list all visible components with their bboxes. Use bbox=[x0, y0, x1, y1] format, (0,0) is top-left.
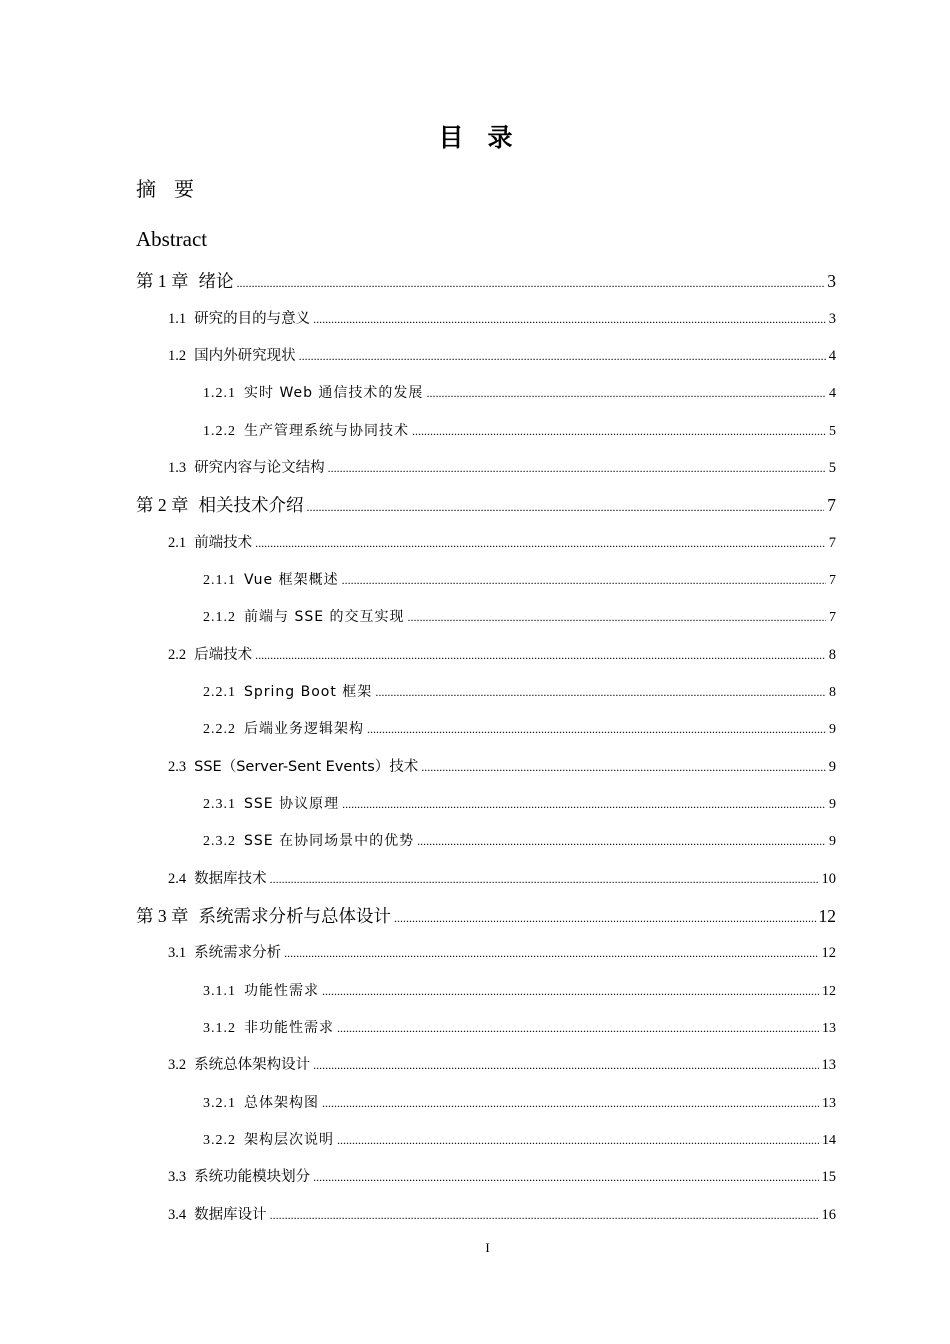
toc-entry-number: 2.3.2 bbox=[203, 834, 236, 849]
toc-entry-page: 8 bbox=[828, 647, 836, 663]
toc-entry-title: 功能性需求 bbox=[244, 983, 319, 999]
toc-entry-number: 3.1.1 bbox=[203, 984, 236, 999]
toc-entry-page: 4 bbox=[828, 348, 836, 364]
toc-dot-leader bbox=[313, 1050, 818, 1080]
toc-entry-number: 2.1.1 bbox=[203, 573, 236, 588]
toc-entry-section-3-3[interactable] bbox=[168, 1162, 836, 1192]
toc-entry-chapter-1[interactable] bbox=[136, 266, 836, 296]
toc-entry-chapter-3[interactable] bbox=[136, 901, 836, 931]
toc-dot-leader bbox=[255, 640, 826, 670]
toc-dot-leader bbox=[299, 341, 826, 371]
toc-heading-abstract-en[interactable]: Abstract bbox=[136, 227, 208, 251]
toc-entry-chapter-2[interactable] bbox=[136, 490, 836, 520]
toc-entry-number: 2.3.1 bbox=[203, 797, 236, 812]
toc-dot-leader bbox=[426, 378, 826, 408]
toc-dot-leader bbox=[328, 453, 826, 483]
toc-entry-page: 16 bbox=[821, 1207, 836, 1223]
toc-entry-subsection-2-3-2[interactable] bbox=[203, 826, 836, 856]
toc-dot-leader bbox=[284, 938, 818, 968]
toc-entry-number: 2.1 bbox=[168, 535, 187, 551]
toc-entry-number: 3.1 bbox=[168, 945, 187, 961]
toc-entry-page: 9 bbox=[828, 759, 836, 775]
toc-entry-number: 1.2 bbox=[168, 348, 187, 364]
toc-entry-section-3-4[interactable] bbox=[168, 1200, 836, 1230]
toc-entry-title: 后端业务逻辑架构 bbox=[244, 721, 364, 737]
toc-entry-section-2-4[interactable] bbox=[168, 864, 836, 894]
toc-entry-page: 14 bbox=[822, 1133, 836, 1148]
toc-entry-page: 12 bbox=[822, 984, 836, 999]
toc-entry-number: 3.3 bbox=[168, 1169, 187, 1185]
toc-dot-leader bbox=[367, 714, 826, 744]
toc-entry-section-1-1[interactable] bbox=[168, 304, 836, 334]
toc-entry-number: 3.2 bbox=[168, 1057, 187, 1073]
toc-entry-title: 前端技术 bbox=[194, 535, 253, 551]
toc-entry-page: 7 bbox=[829, 610, 836, 625]
toc-entry-page: 4 bbox=[829, 386, 836, 401]
toc-entry-title: SSE 协议原理 bbox=[244, 796, 340, 812]
toc-entry-title: 系统总体架构设计 bbox=[194, 1057, 311, 1073]
toc-entry-number: 第 2 章 bbox=[136, 495, 189, 515]
toc-dot-leader bbox=[394, 903, 816, 933]
toc-entry-title: 系统功能模块划分 bbox=[194, 1169, 311, 1185]
toc-dot-leader bbox=[313, 1162, 818, 1192]
toc-entry-page: 5 bbox=[828, 460, 836, 476]
toc-entry-page: 8 bbox=[829, 685, 836, 700]
toc-entry-title: Vue 框架概述 bbox=[244, 572, 339, 588]
toc-entry-number: 1.2.1 bbox=[203, 386, 236, 401]
toc-dot-leader bbox=[417, 826, 826, 856]
toc-entry-page: 3 bbox=[828, 311, 836, 327]
toc-entry-page: 13 bbox=[821, 1057, 836, 1073]
toc-entry-number: 3.2.2 bbox=[203, 1133, 236, 1148]
toc-dot-leader bbox=[337, 1013, 819, 1043]
toc-dot-leader bbox=[307, 492, 825, 522]
toc-entry-number: 1.1 bbox=[168, 311, 187, 327]
toc-entry-title: SSE（Server-Sent Events）技术 bbox=[194, 759, 419, 775]
toc-entry-page: 15 bbox=[821, 1169, 836, 1185]
toc-entry-subsection-3-2-2[interactable] bbox=[203, 1125, 836, 1155]
toc-entry-number: 第 1 章 bbox=[136, 271, 189, 291]
toc-dot-leader bbox=[270, 864, 819, 894]
toc-entry-page: 3 bbox=[827, 271, 836, 291]
toc-entry-page: 9 bbox=[829, 722, 836, 737]
toc-entry-number: 2.4 bbox=[168, 871, 187, 887]
toc-entry-title: 前端与 SSE 的交互实现 bbox=[244, 609, 405, 625]
toc-entry-page: 13 bbox=[822, 1021, 836, 1036]
toc-entry-section-1-2[interactable] bbox=[168, 341, 836, 371]
toc-entry-page: 9 bbox=[829, 834, 836, 849]
toc-dot-leader bbox=[342, 565, 826, 595]
toc-dot-leader bbox=[375, 677, 826, 707]
toc-entry-title: 国内外研究现状 bbox=[194, 348, 296, 364]
toc-entry-title: 非功能性需求 bbox=[244, 1020, 334, 1036]
toc-entry-subsection-3-2-1[interactable] bbox=[203, 1088, 836, 1118]
toc-entry-page: 7 bbox=[829, 573, 836, 588]
toc-heading-abstract-cn[interactable]: 摘要 bbox=[136, 177, 212, 201]
toc-entry-section-1-3[interactable] bbox=[168, 453, 836, 483]
toc-entry-page: 7 bbox=[827, 495, 836, 515]
toc-entry-number: 2.3 bbox=[168, 759, 187, 775]
toc-entry-title: 总体架构图 bbox=[244, 1095, 319, 1111]
toc-entry-number: 1.3 bbox=[168, 460, 187, 476]
toc-dot-leader bbox=[322, 1088, 819, 1118]
toc-entry-title: 研究的目的与意义 bbox=[194, 311, 311, 327]
toc-entry-title: 架构层次说明 bbox=[244, 1132, 334, 1148]
toc-entry-section-2-3[interactable] bbox=[168, 752, 836, 782]
toc-entry-page: 12 bbox=[821, 945, 836, 961]
toc-entry-number: 2.2 bbox=[168, 647, 187, 663]
toc-dot-leader bbox=[237, 268, 825, 298]
toc-dot-leader bbox=[322, 976, 819, 1006]
toc-entry-title: 后端技术 bbox=[194, 647, 253, 663]
toc-entry-subsection-2-2-1[interactable] bbox=[203, 677, 836, 707]
toc-entry-title: SSE 在协同场景中的优势 bbox=[244, 833, 415, 849]
toc-entry-section-2-1[interactable] bbox=[168, 528, 836, 558]
toc-entry-section-3-1[interactable] bbox=[168, 938, 836, 968]
toc-entry-subsection-2-1-1[interactable] bbox=[203, 565, 836, 595]
toc-entry-number: 2.2.1 bbox=[203, 685, 236, 700]
toc-entry-title: 数据库技术 bbox=[194, 871, 267, 887]
toc-entry-number: 3.1.2 bbox=[203, 1021, 236, 1036]
toc-entry-title: 研究内容与论文结构 bbox=[194, 460, 325, 476]
toc-dot-leader bbox=[408, 602, 826, 632]
toc-entry-number: 第 3 章 bbox=[136, 906, 189, 926]
toc-dot-leader bbox=[412, 416, 826, 446]
page-number-footer: I bbox=[485, 1240, 490, 1255]
toc-entry-page: 7 bbox=[828, 535, 836, 551]
page-title: 目录 bbox=[438, 123, 537, 152]
toc-entry-subsection-3-1-1[interactable] bbox=[203, 976, 836, 1006]
toc-entry-page: 10 bbox=[821, 871, 836, 887]
toc-entry-subsection-2-2-2[interactable] bbox=[203, 714, 836, 744]
toc-entry-page: 12 bbox=[818, 906, 836, 926]
toc-dot-leader bbox=[342, 789, 826, 819]
toc-entry-page: 5 bbox=[829, 424, 836, 439]
toc-entry-title: 相关技术介绍 bbox=[198, 496, 304, 516]
toc-dot-leader bbox=[421, 752, 825, 782]
toc-entry-title: 生产管理系统与协同技术 bbox=[244, 423, 409, 439]
toc-entry-title: 绪论 bbox=[198, 272, 234, 292]
toc-entry-title: 实时 Web 通信技术的发展 bbox=[244, 385, 424, 401]
toc-entry-number: 2.1.2 bbox=[203, 610, 236, 625]
toc-dot-leader bbox=[270, 1200, 819, 1230]
toc-entry-number: 2.2.2 bbox=[203, 722, 236, 737]
toc-entry-section-2-2[interactable] bbox=[168, 640, 836, 670]
toc-entry-number: 3.2.1 bbox=[203, 1096, 236, 1111]
toc-dot-leader bbox=[313, 304, 826, 334]
toc-entry-number: 3.4 bbox=[168, 1207, 187, 1223]
toc-dot-leader bbox=[337, 1125, 819, 1155]
toc-entry-title: Spring Boot 框架 bbox=[244, 684, 373, 700]
toc-entry-page: 9 bbox=[829, 797, 836, 812]
toc-entry-title: 系统需求分析 bbox=[194, 945, 282, 961]
toc-dot-leader bbox=[255, 528, 826, 558]
toc-entry-page: 13 bbox=[822, 1096, 836, 1111]
toc-entry-number: 1.2.2 bbox=[203, 424, 236, 439]
toc-entry-title: 系统需求分析与总体设计 bbox=[198, 907, 391, 927]
toc-entry-subsection-1-2-1[interactable] bbox=[203, 378, 836, 408]
toc-entry-section-3-2[interactable] bbox=[168, 1050, 836, 1080]
toc-entry-subsection-3-1-2[interactable] bbox=[203, 1013, 836, 1043]
toc-entry-subsection-2-3-1[interactable] bbox=[203, 789, 836, 819]
toc-entry-subsection-1-2-2[interactable] bbox=[203, 416, 836, 446]
toc-entry-title: 数据库设计 bbox=[194, 1207, 267, 1223]
toc-entry-subsection-2-1-2[interactable] bbox=[203, 602, 836, 632]
